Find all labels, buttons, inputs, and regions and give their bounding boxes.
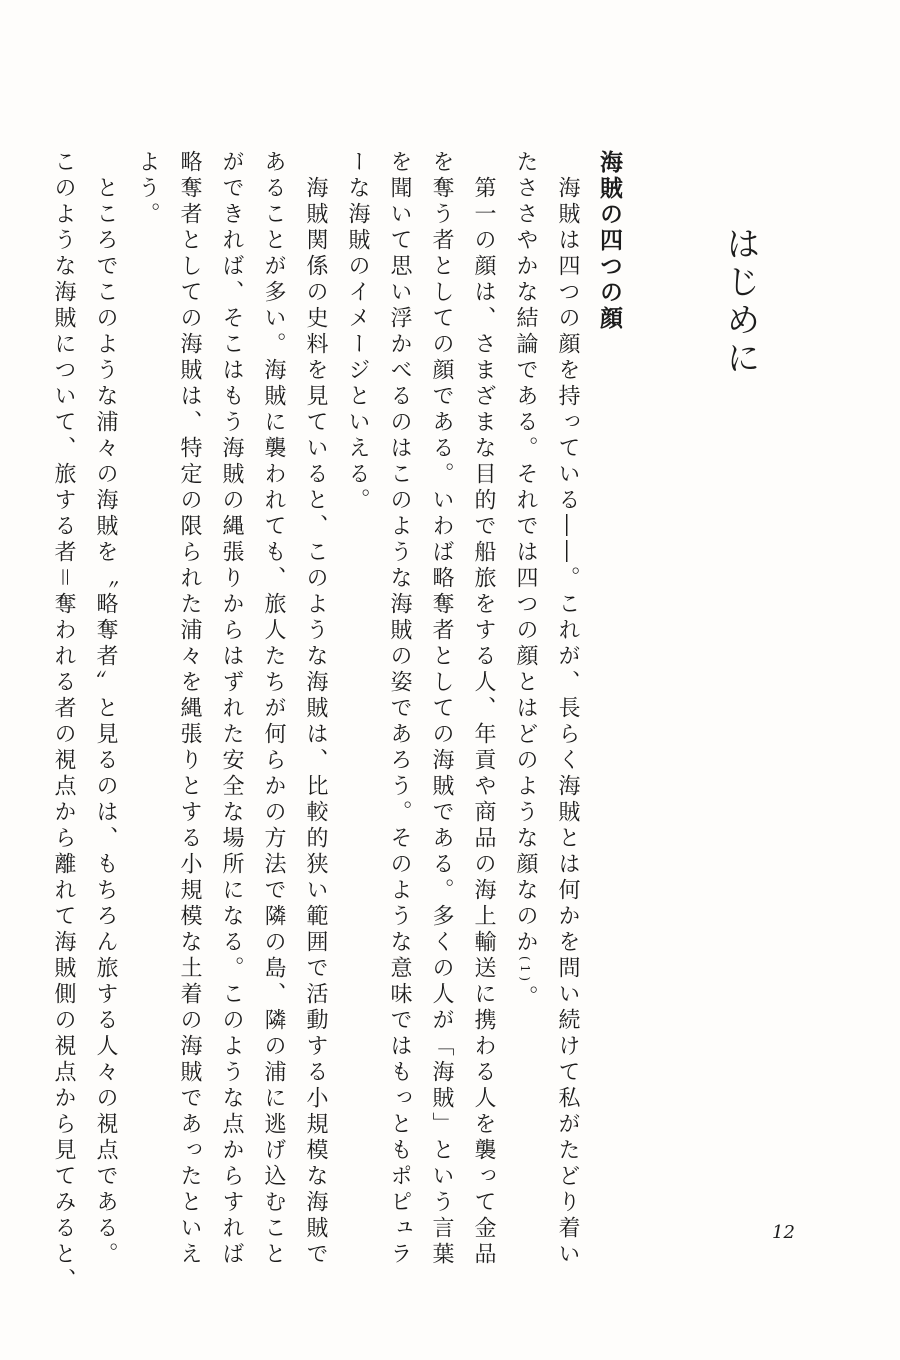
text-line: を奪う者としての顔である。いわば略奪者としての海賊である。多くの人が「海賊」という言葉 <box>429 150 454 1268</box>
paragraph-2 <box>126 150 336 1268</box>
page-number: 12 <box>772 1222 795 1243</box>
text-line: 第一の顔は、さまざまな目的で船旅をする人、年貢や商品の海上輸送に携わる人を襲って金品 <box>471 150 496 1268</box>
paragraph-1 <box>336 150 588 1268</box>
text-line: 海賊関係の史料を見ていると、このような海賊は、比較的狭い範囲で活動する小規模な海賊で <box>303 150 328 1268</box>
text-line: を聞いて思い浮かべるのはこのような海賊の姿であろう。そのような意味ではもっともポピュラ <box>387 150 412 1268</box>
text-line: 海賊は四つの顔を持っている――。これが、長らく海賊とは何かを問い続けて私がたどり着い <box>555 150 580 1268</box>
body-text <box>42 150 630 1294</box>
text-line: ーな海賊のイメージといえる。 <box>345 150 370 514</box>
chapter-title: はじめに <box>720 226 760 378</box>
footnote-tail: 。 <box>513 985 538 1011</box>
text-line: よう。 <box>135 150 160 228</box>
text-line: ところでこのような浦々の海賊を〝略奪者〟と見るのは、もちろん旅する人々の視点である。 <box>93 150 118 1268</box>
text-line: このような海賊について、旅する者＝奪われる者の視点から離れて海賊側の視点から見てみると、 <box>51 150 76 1294</box>
text-line: 略奪者としての海賊は、特定の限られた浦々を縄張りとする小規模な土着の海賊であったといえ <box>177 150 202 1268</box>
text-line: ができれば、そこはもう海賊の縄張りからはずれた安全な場所になる。このような点からすれば <box>219 150 244 1268</box>
text-line-body: たささやかな結論である。それでは四つの顔とはどのような顔なのか <box>513 150 538 956</box>
text-line: あることが多い。海賊に襲われても、旅人たちが何らかの方法で隣の島、隣の浦に逃げ込むこと <box>261 150 286 1268</box>
section-heading: 海賊の四つの顔 <box>596 150 623 332</box>
footnote-reference: (1) <box>518 956 532 985</box>
text-line <box>504 150 546 1210</box>
paragraph-3 <box>42 150 126 1294</box>
